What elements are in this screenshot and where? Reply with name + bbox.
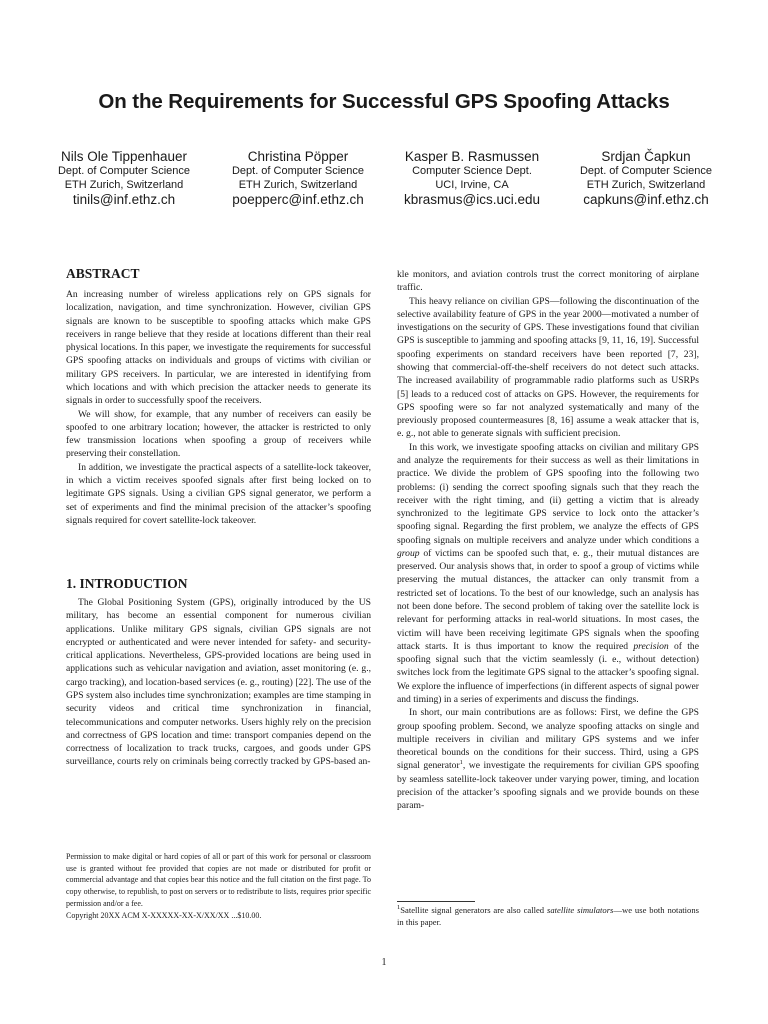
text-run: In short, our main contributions are as follows: First, we define the GPS group spoofing problem. Second, we analyze spoofing attacks on single and multiple receivers in civilian and military GPS systems and we infer theoretical bounds on the conditions for their success. Third, using a GPS signal generator bbox=[397, 707, 699, 772]
footnote bbox=[397, 905, 699, 928]
author-name: Srdjan Čapkun bbox=[601, 149, 691, 164]
author-name: Kasper B. Rasmussen bbox=[404, 149, 540, 164]
text-run: —we use both notations in this paper. bbox=[397, 905, 699, 927]
text-run: , we investigate the requirements for civilian GPS spoofing by seamless satellite-lock takeover under varying power, timing, and location precision of the attacker’s spoofing signals and we provide bounds on these param- bbox=[397, 760, 699, 812]
page-number: 1 bbox=[381, 957, 387, 968]
author-block bbox=[214, 148, 382, 208]
author-email[interactable]: poepperc@inf.ethz.ch bbox=[232, 192, 364, 207]
introduction-heading: 1. INTRODUCTION bbox=[66, 576, 188, 591]
text-run: of the spoofing signal such that the victim seamlessly (i. e., without detection) switches lock from the legitimate GPS signal to the attacker’s spoofing signal. We explore the influence of imperfections (in different aspects of signal power and timing) in a series of experiments and discuss the findings. bbox=[397, 640, 699, 705]
intro-paragraph: The Global Positioning System (GPS), originally introduced by the US military, has become an essential component for numerous civilian applications. Unlike military GPS signals, civilian GPS signals are not encrypted or authenticated and were never intended for safety- and security-critical applications. Nevertheless, GPS-provided locations are being used in applications such as vehicular navigation and aviation, asset monitoring (e. g., cargo tracking), and location-based services (e. g., routing) [22]. The use of the GPS system also includes time synchronization; examples are time stamping in security videos and critical time synchronization in financial, telecommunications and computer networks. Users highly rely on the precision and correctness of GPS location and time: transport companies depend on the correctness of localization to track trucks, cargoes, and goods under GPS surveillance, courts rely on criminals being correctly tracked by GPS-based an- bbox=[66, 597, 371, 768]
footnote-marker[interactable]: 1 bbox=[459, 759, 463, 767]
body-paragraph bbox=[397, 706, 699, 812]
paper-title: On the Requirements for Successful GPS Spoofing Attacks bbox=[98, 90, 670, 113]
abstract-paragraph: An increasing number of wireless applications rely on GPS signals for localization, navigation, and time synchronization. However, civilian GPS signals are known to be susceptible to spoofing attacks which make GPS receivers in range believe that they reside at locations different than their real physical locations. In this paper, we investigate the requirements for successful GPS spoofing attacks on individuals and groups of victims with civilian or military GPS receivers. In particular, we are interested in identifying from which locations and with which precision the attacker needs to generate its signals in order to successfully spoof the receivers. bbox=[66, 289, 371, 407]
author-block bbox=[562, 148, 730, 208]
author-list bbox=[40, 148, 730, 208]
text-run: of victims can be spoofed such that, e. g., their mutual distances are preserved. Our analysis shows that, in order to spoof a group of victims while preserving the mutual distances, the attacker can only transmit from a restricted set of locations. To the best of our knowledge, such an analysis has not been done before. The second problem of taking over the satellite lock is relevant for performing attacks in real-world situations. In most cases, the victim will have been receiving legitimate GPS signals when the spoofing attack starts. It is thus important to know the required bbox=[397, 547, 699, 652]
copyright-text: Copyright 20XX ACM X-XXXXX-XX-X/XX/XX ...$10.00. bbox=[66, 910, 262, 920]
author-email[interactable]: capkuns@inf.ethz.ch bbox=[583, 192, 709, 207]
footnote-number: 1 bbox=[397, 904, 401, 912]
author-affiliation: Dept. of Computer Science bbox=[231, 165, 365, 177]
author-affiliation: Dept. of Computer Science bbox=[57, 165, 191, 177]
author-block bbox=[388, 148, 556, 208]
footnote-rule bbox=[397, 901, 475, 902]
author-location: ETH Zurich, Switzerland bbox=[64, 178, 184, 191]
author-name: Nils Ole Tippenhauer bbox=[60, 149, 188, 164]
right-column-body bbox=[397, 268, 699, 813]
abstract-body bbox=[66, 288, 371, 527]
author-affiliation: Computer Science Dept. bbox=[412, 165, 532, 177]
abstract-heading: ABSTRACT bbox=[66, 266, 140, 281]
emphasis-text: group bbox=[397, 547, 420, 559]
author-location: ETH Zurich, Switzerland bbox=[586, 178, 706, 191]
author-block bbox=[40, 148, 208, 208]
abstract-paragraph: In addition, we investigate the practical aspects of a satellite-lock takeover, in which a victim receives spoofed signals after first being locked on to legitimate GPS signals. Using a civilian GPS signal generator, we perform a set of experiments and find the minimal precision of the attacker’s spoofing signals required for covert satellite-lock takeover. bbox=[66, 461, 371, 526]
author-email[interactable]: kbrasmus@ics.uci.edu bbox=[403, 192, 540, 207]
permission-notice bbox=[66, 851, 371, 921]
footnote-text bbox=[397, 905, 699, 928]
emphasis-text: precision bbox=[633, 640, 669, 652]
author-name: Christina Pöpper bbox=[247, 149, 349, 164]
abstract-paragraph: We will show, for example, that any number of receivers can easily be spoofed to one arbitrary location; however, the attacker is restricted to only few transmission locations when spoofing a group of receivers while preserving their constellation. bbox=[66, 408, 371, 460]
emphasis-text: satellite simulators bbox=[547, 905, 614, 915]
author-email[interactable]: tinils@inf.ethz.ch bbox=[72, 192, 176, 207]
author-affiliation: Dept. of Computer Science bbox=[579, 165, 713, 177]
author-location: UCI, Irvine, CA bbox=[435, 178, 509, 191]
body-paragraph bbox=[397, 441, 699, 707]
permission-text: Permission to make digital or hard copies of all or part of this work for personal or classroom use is granted without fee provided that copies are not made or distributed for profit or commercial advantage and that copies bear this notice and the full citation on the first page. To copy otherwise, to republish, to post on servers or to redistribute to lists, requires prior specific permission and/or a fee. bbox=[66, 852, 371, 908]
author-location: ETH Zurich, Switzerland bbox=[238, 178, 358, 191]
introduction-body bbox=[66, 596, 371, 769]
body-paragraph: This heavy reliance on civilian GPS—following the discontinuation of the selective availability feature of GPS in the year 2000—motivated a number of investigations on the security of GPS. These investigations found that civilian GPS is susceptible to jamming and spoofing attacks [9, 11, 16, 19]. Successful spoofing experiments on standard receivers have been reported [7, 23], showing that commercial-off-the-shelf receivers do not detect such attacks. The increased availability of programmable radio platforms such as USRPs [5] leads to a reduced cost of attacks on GPS. However, the requirements for GPS spoofing were so far not analyzed systematically and many of the previously proposed countermeasures [8, 16] assume a weak attacker that is, e. g., not able to generate signals with sufficient precision. bbox=[397, 295, 699, 440]
body-paragraph: kle monitors, and aviation controls trust the correct monitoring of airplane traffic. bbox=[397, 269, 699, 294]
text-run: In this work, we investigate spoofing attacks on civilian and military GPS and analyze the requirements for their success as well as their limitations in practice. We divide the problem of GPS spoofing into the following two problems: (i) sending the correct spoofing signals such that they reach the receiver with the right timing, and (ii) getting a victim that is already synchronized to the legitimate GPS service to lock onto the attacker’s spoofing signal. Regarding the first problem, we analyze the effects of GPS spoofing signals on multiple receivers and analyze under which conditions a bbox=[397, 441, 699, 546]
text-run: Satellite signal generators are also called bbox=[400, 905, 545, 915]
